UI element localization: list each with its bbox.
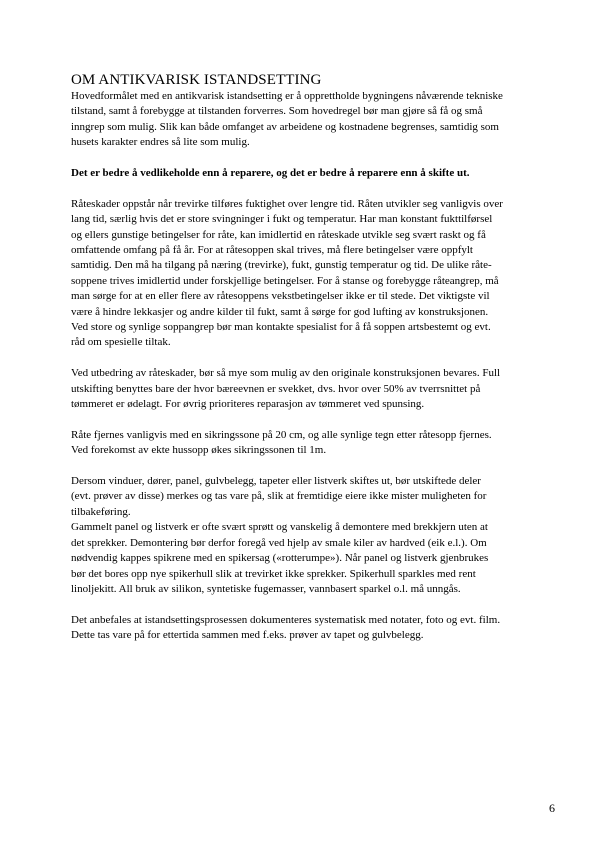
text-line: man sørge for at en eller flere av råtesoppens vekstbetingelser ikke er til stede. Det viktigste vil bbox=[71, 290, 490, 303]
safety-zone-paragraph bbox=[71, 428, 551, 459]
replacement-paragraph bbox=[71, 474, 551, 520]
intro-paragraph bbox=[71, 89, 551, 151]
text-line: tilbakeføring. bbox=[71, 505, 131, 518]
text-line: Råteskader oppstår når trevirke tilføres fuktighet over lengre tid. Råten utvikler seg vanligvis over bbox=[71, 197, 503, 210]
text-line: inngrep som mulig. Slik kan både omfanget av arbeidene og kostnadene begrenses, samtidig som bbox=[71, 120, 499, 133]
rot-damage-paragraph bbox=[71, 197, 551, 351]
text-line: Gammelt panel og listverk er ofte svært sprøtt og vanskelig å demontere med brekkjern uten at bbox=[71, 521, 488, 534]
principle-statement bbox=[71, 166, 551, 181]
text-line: Dette tas vare på for ettertida sammen med f.eks. prøver av tapet og gulvbelegg. bbox=[71, 629, 424, 642]
text-line: og ellers gunstige betingelser for råte, kan imidlertid en råteskade utvikle seg svært raskt og få bbox=[71, 228, 486, 241]
text-line: linoljekitt. All bruk av silikon, syntetiske fugemasser, vannbasert sparkel o.l. må unngås. bbox=[71, 582, 461, 595]
text-line: Ved utbedring av råteskader, bør så mye som mulig av den originale konstruksjonen bevares. Full bbox=[71, 367, 501, 380]
text-line: husets karakter endres så lite som mulig. bbox=[71, 136, 250, 149]
text-line: samtidig. Den må ha tilgang på næring (trevirke), fukt, gunstig temperatur og tid. De ulike råte- bbox=[71, 259, 492, 272]
text-line: soppene trives imidlertid under forskjellige betingelser. For å stanse og forebygge råteangrep, må bbox=[71, 274, 499, 287]
text-line: Det er bedre å vedlikeholde enn å reparere, og det er bedre å reparere enn å skifte ut. bbox=[71, 167, 470, 180]
text-line: Dersom vinduer, dører, panel, gulvbelegg, tapeter eller listverk skiftes ut, bør utskiftede deler bbox=[71, 475, 481, 488]
text-line: bør det bores opp nye spikerhull slik at trevirket ikke sprekker. Spikerhull sparkles med rent bbox=[71, 567, 476, 580]
text-line: tømmeret er ødelagt. For øvrig prioriteres reparasjon av tømmeret ved spunsing. bbox=[71, 398, 425, 411]
text-line: Ved store og synlige soppangrep bør man kontakte spesialist for å få soppen artsbestemt og evt. bbox=[71, 321, 491, 334]
text-line: nødvendig kappes spikrene med en spikersag («rotterumpe»). Når panel og listverk gjenbrukes bbox=[71, 552, 489, 565]
text-line: det sprekker. Demontering bør derfor foregå ved hjelp av smale kiler av hardved (eik e.l.). Om bbox=[71, 536, 487, 549]
text-line: (evt. prøver av disse) merkes og tas vare på, slik at fremtidige eiere ikke mister muligheten for bbox=[71, 490, 487, 503]
text-line: tilstand, samt å forebygge at tilstanden forverres. Som hovedregel bør man gjøre så få og små bbox=[71, 105, 483, 118]
panel-paragraph bbox=[71, 520, 551, 597]
text-line: Råte fjernes vanligvis med en sikringssone på 20 cm, og alle synlige tegn etter råtesopp fjernes. bbox=[71, 428, 492, 441]
repair-paragraph bbox=[71, 366, 551, 412]
documentation-paragraph bbox=[71, 613, 551, 644]
page-number: 6 bbox=[549, 801, 555, 815]
page-title: OM ANTIKVARISK ISTANDSETTING bbox=[71, 72, 322, 88]
text-line: omfattende omfang på få år. For at råtesoppen skal trives, må flere betingelser være oppfylt bbox=[71, 244, 473, 257]
document-body bbox=[71, 72, 551, 659]
text-line: Ved forekomst av ekte hussopp økes sikringssonen til 1m. bbox=[71, 444, 327, 457]
text-line: Det anbefales at istandsettingsprosessen dokumenteres systematisk med notater, foto og evt. film. bbox=[71, 613, 501, 626]
text-line: lang tid, særlig hvis det er store svingninger i fukt og temperatur. Har man konstant fukttilførsel bbox=[71, 213, 493, 226]
text-line: være å hindre lekkasjer og andre kilder til fukt, samt å sørge for god lufting av konstruksjonen. bbox=[71, 305, 489, 318]
text-line: utskifting benyttes bare der hvor bæreevnen er svekket, dvs. hvor over 50% av tverrsnittet på bbox=[71, 382, 481, 395]
text-line: råd om spesielle tiltak. bbox=[71, 336, 171, 349]
text-line: Hovedformålet med en antikvarisk istandsetting er å opprettholde bygningens nåværende tekniske bbox=[71, 90, 503, 102]
